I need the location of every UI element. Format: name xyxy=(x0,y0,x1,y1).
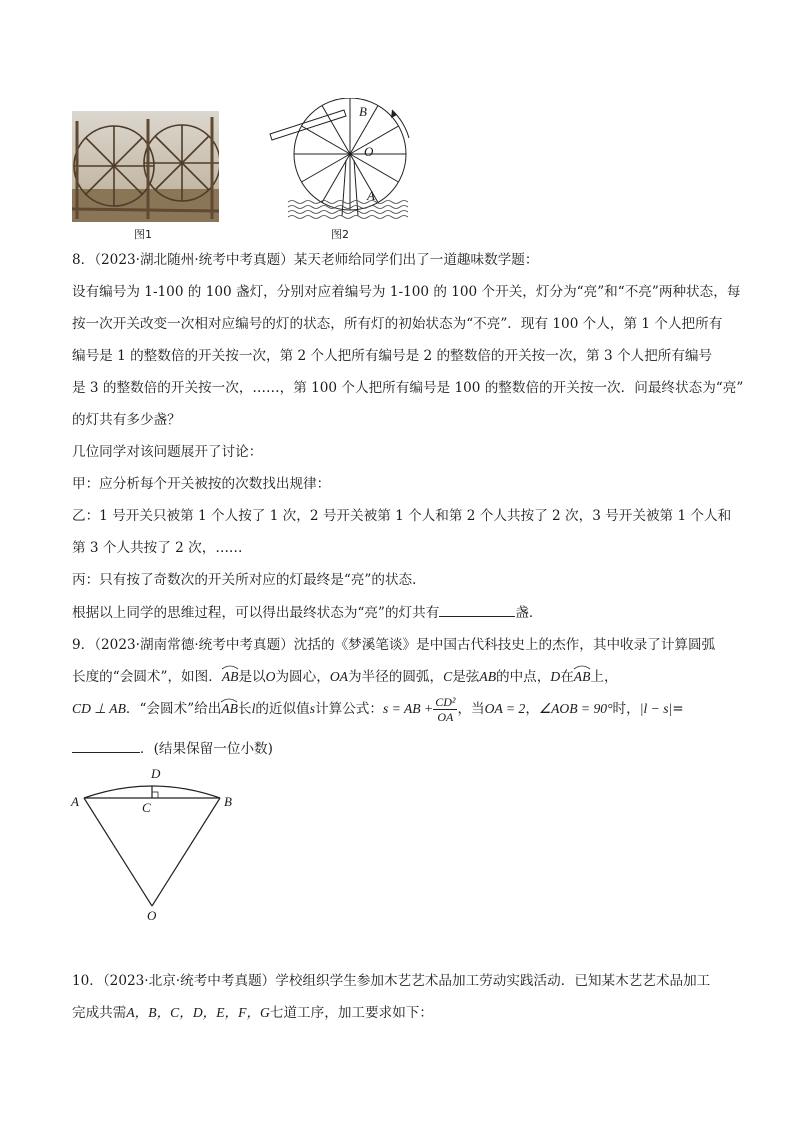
q10-line-2: 完成共需A，B，C，D，E，F，G七道工序，加工要求如下： xyxy=(72,1005,433,1021)
fig2-label-a: A xyxy=(367,188,375,203)
water-wheel-diagram xyxy=(268,98,428,228)
q8-header: 8．（2023·湖北随州·统考中考真题）某天老师给同学们出了一道趣味数学题： xyxy=(72,252,539,268)
q9-answer-blank[interactable] xyxy=(72,738,140,753)
q8-line-9: 第 3 个人共按了 2 次，…… xyxy=(72,540,243,556)
formula: s = AB + xyxy=(382,701,434,716)
sector-label-d: D xyxy=(151,766,161,781)
q8-line-4: 是 3 的整数倍的开关按一次，……，第 100 个人把所有编号是 100 的整数倍的开关按一次．问最终状态为“亮” xyxy=(72,380,744,396)
formula-fraction: $\frac{\text{CD²}}{OA}$ xyxy=(435,695,456,724)
sector-diagram xyxy=(70,762,250,932)
q8-line-1: 设有编号为 1-100 的 100 盏灯，分别对应着编号为 1-100 的 100 个开关，灯分为“亮”和“不亮”两种状态，每 xyxy=(72,284,741,300)
fig2-label-b: B xyxy=(359,104,367,119)
sector-label-a: A xyxy=(71,794,79,809)
q9-header: 9．（2023·湖南常德·统考中考真题）沈括的《梦溪笔谈》是中国古代科技史上的杰作，其中收录了计算圆弧 xyxy=(72,637,716,653)
arc-ab-3: AB xyxy=(221,701,238,716)
fig2-caption: 图2 xyxy=(331,228,349,241)
sector-label-o: O xyxy=(147,908,157,923)
q10-line-1: 10．（2023·北京·统考中考真题）学校组织学生参加木艺艺术品加工劳动实践活动．已知某木艺艺术品加工 xyxy=(72,973,711,989)
q8-line-5: 的灯共有多少盏？ xyxy=(72,412,181,428)
q8-line-7: 甲：应分析每个开关被按的次数找出规律： xyxy=(72,476,331,492)
sector-label-b: B xyxy=(224,794,232,809)
arc-ab-2: AB xyxy=(574,667,591,687)
arc-ab: AB xyxy=(222,667,239,687)
q9-line-3: CD ⊥ AB．“会圆术”给出AB 长l的近似值s计算公式：s = AB + $\frac{\text{CD²}}{OA}$ ，当OA = 2，∠AOB = 90°时，|l − s|= xyxy=(72,695,684,724)
q8-answer-suffix: 盏． xyxy=(515,605,543,621)
q8-line-3: 编号是 1 的整数倍的开关按一次，第 2 个人把所有编号是 2 的整数倍的开关按一次，第 3 个人把所有编号 xyxy=(72,348,713,364)
sector-label-c: C xyxy=(142,800,151,815)
q8-line-6: 几位同学对该问题展开了讨论： xyxy=(72,444,263,460)
q8-line-2: 按一次开关改变一次相对应编号的灯的状态，所有灯的初始状态为“不亮”．现有 100 个人，第 1 个人把所有 xyxy=(72,316,723,332)
q8-answer-prefix: 根据以上同学的思维过程，可以得出最终状态为“亮”的灯共有 xyxy=(72,605,440,621)
q9-line-2: 长度的“会圆术”，如图．AB 是以O为圆心，OA为半径的圆弧，C是弦AB的中点，D在AB 上， xyxy=(72,667,618,687)
q8-line-10: 丙：只有按了奇数次的开关所对应的灯最终是“亮”的状态． xyxy=(72,572,426,588)
q8-line-8: 乙：1 号开关只被第 1 个人按了 1 次，2 号开关被第 1 个人和第 2 个人共按了 2 次，3 号开关被第 1 个人和 xyxy=(72,508,732,524)
q8-line-11 xyxy=(72,602,543,623)
water-wheel-photo xyxy=(72,111,219,222)
fig2-label-o: O xyxy=(364,144,374,159)
q9-line-4: ．(结果保留一位小数) xyxy=(72,738,273,759)
fig1-caption: 图1 xyxy=(134,228,152,241)
q9-text: 长度的“会圆术”，如图． xyxy=(72,669,222,685)
q8-answer-blank[interactable] xyxy=(439,602,515,617)
